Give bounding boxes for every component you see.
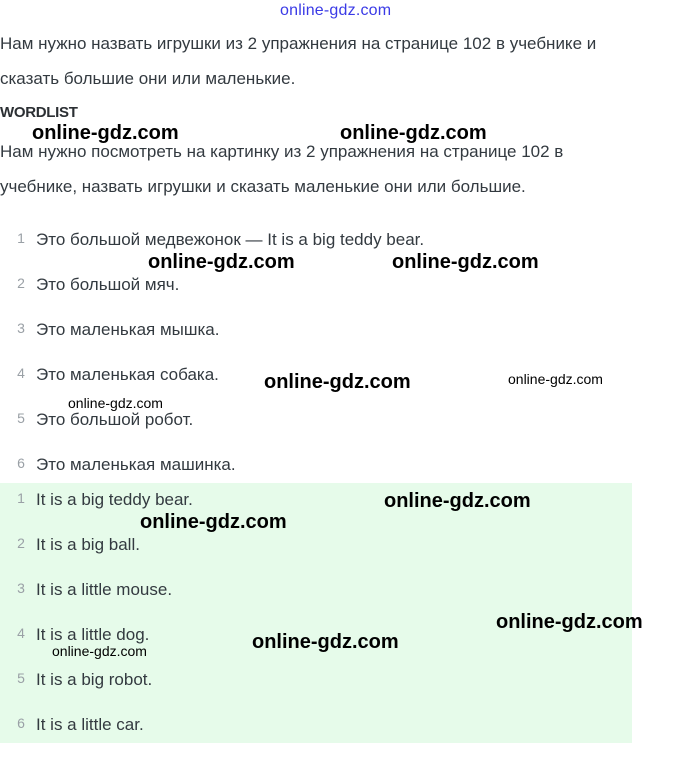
watermark: online-gdz.com (68, 395, 163, 411)
list-item (0, 410, 632, 455)
watermark: online-gdz.com (32, 122, 179, 144)
watermark: online-gdz.com (496, 611, 643, 633)
item-number: 6 (17, 455, 25, 471)
item-text: It is a big teddy bear. (36, 490, 193, 509)
list-item (0, 715, 632, 760)
item-text: Это большой медвежонок — It is a big teddy bear. (36, 230, 425, 249)
item-number: 1 (17, 490, 25, 506)
wordlist-heading: WORDLIST (0, 104, 78, 121)
watermark: online-gdz.com (508, 371, 603, 387)
item-text: It is a big ball. (36, 535, 140, 554)
intro-paragraph (0, 26, 660, 96)
item-number: 1 (17, 230, 25, 246)
item-text: It is a little dog. (36, 625, 150, 644)
watermark: online-gdz.com (52, 643, 147, 659)
list-item (0, 535, 632, 580)
item-text: It is a little car. (36, 715, 144, 734)
list-item (0, 275, 632, 320)
item-text: Это маленькая собака. (36, 365, 219, 384)
watermark: online-gdz.com (384, 490, 531, 512)
instruction-line-2: учебнике, назвать игрушки и сказать маленькие они или большие. (0, 177, 526, 196)
item-text: Это маленькая машинка. (36, 455, 236, 474)
watermark: online-gdz.com (392, 251, 539, 273)
list-item (0, 490, 632, 535)
watermark: online-gdz.com (148, 251, 295, 273)
item-number: 2 (17, 275, 25, 291)
watermark: online-gdz.com (140, 511, 287, 533)
watermark: online-gdz.com (264, 371, 411, 393)
item-number: 3 (17, 320, 25, 336)
instruction-line-1: Нам нужно посмотреть на картинку из 2 упражнения на странице 102 в (0, 142, 564, 161)
item-text: It is a big robot. (36, 670, 153, 689)
list-item (0, 670, 632, 715)
item-text: It is a little mouse. (36, 580, 173, 599)
item-number: 4 (17, 625, 25, 641)
list-item (0, 320, 632, 365)
intro-line-1: Нам нужно назвать игрушки из 2 упражнения на странице 102 в учебнике и (0, 34, 597, 53)
watermark-top: online-gdz.com (280, 2, 392, 19)
item-number: 6 (17, 715, 25, 731)
watermark: online-gdz.com (252, 631, 399, 653)
item-number: 4 (17, 365, 25, 381)
item-number: 5 (17, 670, 25, 686)
item-number: 5 (17, 410, 25, 426)
item-number: 2 (17, 535, 25, 551)
item-text: Это большой мяч. (36, 275, 180, 294)
watermark: online-gdz.com (340, 122, 487, 144)
item-text: Это большой робот. (36, 410, 194, 429)
item-number: 3 (17, 580, 25, 596)
intro-line-2: сказать большие они или маленькие. (0, 69, 296, 88)
item-text: Это маленькая мышка. (36, 320, 220, 339)
